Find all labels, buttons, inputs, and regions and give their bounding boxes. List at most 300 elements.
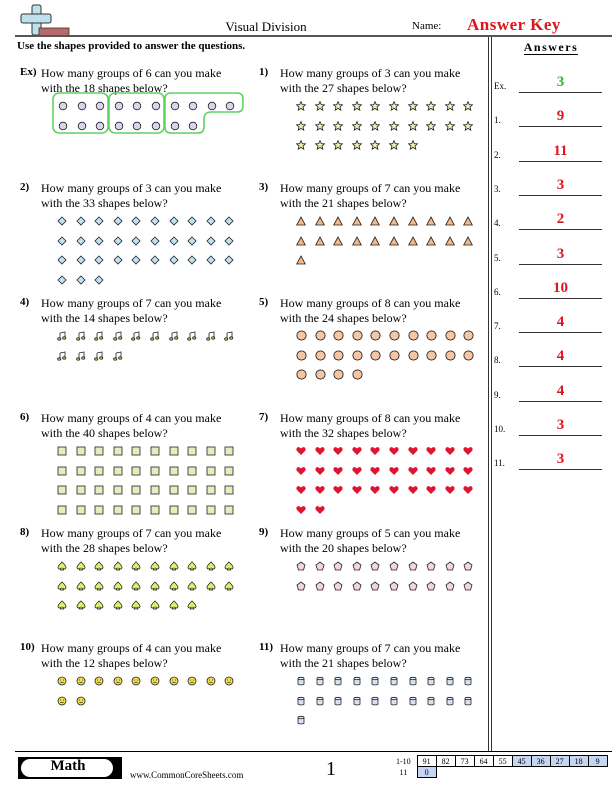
answer-value: 4	[556, 348, 565, 365]
spade-icon	[169, 558, 179, 568]
spade-icon	[76, 558, 86, 568]
spade-icon	[187, 558, 197, 568]
triangle-icon	[370, 213, 380, 223]
question-number: 3)	[259, 181, 269, 193]
heart-icon	[445, 443, 455, 453]
answer-label: 4.	[494, 218, 501, 229]
question-line-2: with the 24 shapes below?	[280, 311, 407, 325]
question-text	[41, 181, 241, 211]
diamond-icon	[169, 233, 179, 243]
square-icon	[169, 502, 179, 512]
square-icon	[113, 502, 123, 512]
triangle-icon	[389, 233, 399, 243]
score-cell: 0	[417, 767, 436, 778]
circle-peach-icon	[296, 367, 306, 377]
smiley-icon	[113, 673, 123, 683]
smiley-icon	[57, 673, 67, 683]
subject-label: Math	[50, 758, 86, 774]
square-icon	[187, 443, 197, 453]
cylinder-icon	[389, 673, 399, 683]
score-cell: 18	[569, 756, 588, 767]
triangle-icon	[445, 213, 455, 223]
heart-icon	[370, 482, 380, 492]
spade-icon	[57, 597, 67, 607]
triangle-icon	[426, 233, 436, 243]
square-icon	[76, 502, 86, 512]
pentagon-icon	[426, 578, 436, 588]
pentagon-icon	[315, 578, 325, 588]
answer-line	[519, 401, 602, 402]
star-icon	[315, 118, 325, 128]
score-cell: 82	[436, 756, 455, 767]
star-icon	[370, 137, 380, 147]
pentagon-icon	[370, 578, 380, 588]
triangle-icon	[296, 252, 306, 262]
question-line-2: with the 33 shapes below?	[41, 196, 168, 210]
smiley-icon	[94, 673, 104, 683]
score-cell: 36	[531, 756, 550, 767]
diamond-icon	[224, 252, 234, 262]
square-icon	[150, 463, 160, 473]
circle-peach-icon	[389, 348, 399, 358]
triangle-icon	[408, 213, 418, 223]
spade-icon	[206, 578, 216, 588]
square-icon	[206, 482, 216, 492]
cylinder-icon	[408, 693, 418, 703]
smiley-icon	[76, 673, 86, 683]
square-icon	[113, 482, 123, 492]
star-icon	[463, 98, 473, 108]
square-icon	[57, 502, 67, 512]
square-icon	[187, 502, 197, 512]
question-number: 9)	[259, 526, 269, 538]
question-number: 10)	[20, 641, 35, 653]
spade-icon	[224, 558, 234, 568]
question-line-2: with the 40 shapes below?	[41, 426, 168, 440]
score-cell: 55	[493, 756, 512, 767]
question-line-2: with the 20 shapes below?	[280, 541, 407, 555]
circle-peach-icon	[352, 348, 362, 358]
heart-icon	[426, 443, 436, 453]
star-icon	[445, 118, 455, 128]
question-line-2: with the 28 shapes below?	[41, 541, 168, 555]
smiley-icon	[206, 673, 216, 683]
question-line-2: with the 14 shapes below?	[41, 311, 168, 325]
question-line-1: How many groups of 8 can you make	[280, 411, 461, 425]
pentagon-icon	[426, 558, 436, 568]
heart-icon	[352, 443, 362, 453]
question-line-1: How many groups of 3 can you make	[41, 181, 222, 195]
heart-icon	[333, 443, 343, 453]
answer-line	[519, 298, 602, 299]
square-icon	[169, 482, 179, 492]
score-row-label: 11	[399, 767, 408, 777]
answer-value: 11	[553, 142, 568, 159]
diamond-icon	[94, 252, 104, 262]
question-number: 8)	[20, 526, 30, 538]
score-cell: 27	[550, 756, 569, 767]
question-text	[280, 526, 480, 556]
star-icon	[333, 137, 343, 147]
pentagon-icon	[408, 558, 418, 568]
question-line-2: with the 32 shapes below?	[280, 426, 407, 440]
answer-value: 3	[556, 74, 565, 90]
diamond-icon	[94, 272, 104, 282]
diamond-icon	[206, 252, 216, 262]
star-icon	[333, 98, 343, 108]
square-icon	[169, 463, 179, 473]
spade-icon	[187, 597, 197, 607]
answer-row-3	[494, 176, 610, 196]
circle-peach-icon	[463, 348, 473, 358]
question-number: 7)	[259, 411, 269, 423]
spade-icon	[76, 597, 86, 607]
spade-icon	[150, 597, 160, 607]
circle-peach-icon	[445, 348, 455, 358]
question-line-2: with the 21 shapes below?	[280, 196, 407, 210]
question-line-1: How many groups of 7 can you make	[280, 641, 461, 655]
music-note-icon	[76, 348, 86, 358]
score-cell: 73	[455, 756, 474, 767]
pentagon-icon	[352, 558, 362, 568]
question-text	[280, 66, 480, 96]
answer-row-4	[494, 210, 610, 230]
cylinder-icon	[370, 673, 380, 683]
circle-peach-icon	[426, 328, 436, 338]
diamond-icon	[131, 252, 141, 262]
pentagon-icon	[445, 578, 455, 588]
diamond-icon	[169, 213, 179, 223]
score-cell: 91	[417, 756, 436, 767]
square-icon	[76, 463, 86, 473]
square-icon	[206, 463, 216, 473]
cylinder-icon	[352, 693, 362, 703]
answer-row-11	[494, 450, 610, 470]
circle-peach-icon	[333, 348, 343, 358]
question-line-1: How many groups of 5 can you make	[280, 526, 461, 540]
smiley-icon	[150, 673, 160, 683]
square-icon	[94, 482, 104, 492]
smiley-icon	[187, 673, 197, 683]
answer-label: 9.	[494, 389, 501, 400]
diamond-icon	[206, 213, 216, 223]
diamond-icon	[94, 233, 104, 243]
pentagon-icon	[296, 578, 306, 588]
heart-icon	[463, 443, 473, 453]
star-icon	[296, 137, 306, 147]
heart-icon	[296, 502, 306, 512]
triangle-icon	[352, 233, 362, 243]
diamond-icon	[113, 213, 123, 223]
heart-icon	[333, 463, 343, 473]
cylinder-icon	[445, 673, 455, 683]
triangle-icon	[296, 213, 306, 223]
square-icon	[94, 443, 104, 453]
diamond-icon	[57, 233, 67, 243]
circle-peach-icon	[296, 348, 306, 358]
music-note-icon	[113, 348, 123, 358]
triangle-icon	[370, 233, 380, 243]
answer-label: 2.	[494, 149, 501, 160]
diamond-icon	[150, 213, 160, 223]
spade-icon	[169, 578, 179, 588]
heart-icon	[389, 463, 399, 473]
answer-line	[519, 229, 602, 230]
triangle-icon	[333, 213, 343, 223]
square-icon	[224, 502, 234, 512]
heart-icon	[370, 463, 380, 473]
cylinder-icon	[389, 693, 399, 703]
question-line-1: How many groups of 8 can you make	[280, 296, 461, 310]
smiley-icon	[57, 693, 67, 703]
star-icon	[296, 98, 306, 108]
question-line-1: How many groups of 6 can you make	[41, 66, 222, 80]
pentagon-icon	[333, 558, 343, 568]
site-url: www.CommonCoreSheets.com	[130, 770, 244, 780]
square-icon	[131, 463, 141, 473]
question-text	[280, 296, 480, 326]
spade-icon	[150, 558, 160, 568]
triangle-icon	[315, 233, 325, 243]
score-cell: 9	[588, 756, 607, 767]
question-line-1: How many groups of 3 can you make	[280, 66, 461, 80]
answer-line	[519, 366, 602, 367]
circle-peach-icon	[426, 348, 436, 358]
star-icon	[315, 137, 325, 147]
answer-line	[519, 332, 602, 333]
music-note-icon	[57, 348, 67, 358]
star-icon	[389, 98, 399, 108]
answers-title: Answers	[523, 40, 579, 54]
answer-row-1	[494, 107, 610, 127]
cylinder-icon	[315, 693, 325, 703]
square-icon	[57, 443, 67, 453]
square-icon	[76, 443, 86, 453]
answer-row-6	[494, 279, 610, 299]
answer-value: 3	[556, 417, 565, 433]
answer-row-8	[494, 347, 610, 367]
pentagon-icon	[463, 578, 473, 588]
question-text	[41, 296, 241, 326]
diamond-icon	[113, 252, 123, 262]
star-icon	[352, 118, 362, 128]
square-icon	[187, 482, 197, 492]
diamond-icon	[76, 213, 86, 223]
star-icon	[408, 118, 418, 128]
star-icon	[370, 98, 380, 108]
star-icon	[352, 98, 362, 108]
heart-icon	[296, 463, 306, 473]
answer-value: 9	[556, 108, 565, 125]
cylinder-icon	[370, 693, 380, 703]
star-icon	[370, 118, 380, 128]
answer-label: 1.	[494, 115, 501, 126]
answer-row-9	[494, 382, 610, 402]
header-rule	[15, 35, 612, 37]
diamond-icon	[224, 213, 234, 223]
spade-icon	[57, 558, 67, 568]
question-text	[41, 411, 241, 441]
answer-label: Ex.	[494, 81, 507, 91]
spade-icon	[131, 578, 141, 588]
music-note-icon	[57, 328, 67, 338]
cylinder-icon	[315, 673, 325, 683]
heart-icon	[389, 482, 399, 492]
diamond-icon	[131, 233, 141, 243]
square-icon	[131, 443, 141, 453]
heart-icon	[352, 482, 362, 492]
music-note-icon	[76, 328, 86, 338]
triangle-icon	[352, 213, 362, 223]
diamond-icon	[187, 252, 197, 262]
heart-icon	[408, 443, 418, 453]
heart-icon	[315, 443, 325, 453]
question-text	[280, 411, 480, 441]
circle-peach-icon	[370, 328, 380, 338]
music-note-icon	[113, 328, 123, 338]
score-cell: 64	[474, 756, 493, 767]
answer-value: 3	[556, 451, 565, 468]
cylinder-icon	[352, 673, 362, 683]
question-number: 1)	[259, 66, 269, 78]
diamond-icon	[187, 213, 197, 223]
square-icon	[224, 443, 234, 453]
square-icon	[150, 502, 160, 512]
spade-icon	[113, 558, 123, 568]
circle-peach-icon	[463, 328, 473, 338]
diamond-icon	[76, 252, 86, 262]
circle-peach-icon	[389, 328, 399, 338]
cylinder-icon	[333, 673, 343, 683]
square-icon	[131, 482, 141, 492]
answer-label: 7.	[494, 321, 501, 332]
pentagon-icon	[315, 558, 325, 568]
answer-label: 10.	[494, 424, 506, 434]
heart-icon	[315, 502, 325, 512]
question-number: 11)	[259, 641, 274, 653]
question-line-1: How many groups of 7 can you make	[280, 181, 461, 195]
pentagon-icon	[370, 558, 380, 568]
score-row-label: 1-10	[396, 756, 411, 766]
diamond-icon	[94, 213, 104, 223]
answer-value: 3	[556, 245, 565, 262]
cylinder-icon	[408, 673, 418, 683]
question-text	[41, 641, 241, 671]
pentagon-icon	[445, 558, 455, 568]
spade-icon	[131, 558, 141, 568]
square-icon	[94, 463, 104, 473]
heart-icon	[296, 443, 306, 453]
cylinder-icon	[463, 673, 473, 683]
circle-peach-icon	[333, 328, 343, 338]
triangle-icon	[315, 213, 325, 223]
answer-line	[519, 126, 602, 127]
spade-icon	[57, 578, 67, 588]
star-icon	[296, 118, 306, 128]
square-icon	[94, 502, 104, 512]
pentagon-icon	[389, 578, 399, 588]
heart-icon	[408, 463, 418, 473]
triangle-icon	[445, 233, 455, 243]
square-icon	[113, 463, 123, 473]
answer-value: 3	[556, 176, 565, 193]
question-number: 6)	[20, 411, 30, 423]
diamond-icon	[169, 252, 179, 262]
diamond-icon	[76, 233, 86, 243]
music-note-icon	[224, 328, 234, 338]
music-note-icon	[94, 328, 104, 338]
square-icon	[206, 443, 216, 453]
question-number: 4)	[20, 296, 30, 308]
pentagon-icon	[333, 578, 343, 588]
circle-peach-icon	[352, 367, 362, 377]
question-line-1: How many groups of 4 can you make	[41, 641, 222, 655]
question-line-2: with the 12 shapes below?	[41, 656, 168, 670]
smiley-icon	[224, 673, 234, 683]
heart-icon	[370, 443, 380, 453]
answer-line	[519, 469, 602, 470]
cylinder-icon	[296, 693, 306, 703]
cylinder-icon	[445, 693, 455, 703]
cylinder-icon	[426, 693, 436, 703]
triangle-icon	[389, 213, 399, 223]
diamond-icon	[150, 252, 160, 262]
music-note-icon	[169, 328, 179, 338]
question-text	[280, 181, 480, 211]
square-icon	[150, 443, 160, 453]
score-row	[394, 767, 607, 778]
worksheet-title: Visual Division	[225, 19, 307, 34]
heart-icon	[315, 463, 325, 473]
square-icon	[57, 482, 67, 492]
diamond-icon	[57, 213, 67, 223]
music-note-icon	[131, 328, 141, 338]
star-icon	[445, 98, 455, 108]
diamond-icon	[206, 233, 216, 243]
music-note-icon	[187, 328, 197, 338]
pentagon-icon	[296, 558, 306, 568]
cylinder-icon	[333, 693, 343, 703]
circle-peach-icon	[445, 328, 455, 338]
square-icon	[57, 463, 67, 473]
score-row	[394, 756, 607, 767]
pentagon-icon	[408, 578, 418, 588]
square-icon	[224, 463, 234, 473]
answer-value: 10	[553, 279, 568, 296]
triangle-icon	[463, 213, 473, 223]
circle-peach-icon	[352, 328, 362, 338]
answer-label: 8.	[494, 355, 501, 366]
spade-icon	[131, 597, 141, 607]
answer-line	[519, 161, 602, 162]
question-text	[280, 641, 480, 671]
diamond-icon	[76, 272, 86, 282]
answer-value: 2	[556, 211, 565, 228]
star-icon	[352, 137, 362, 147]
question-line-2: with the 27 shapes below?	[280, 81, 407, 95]
answer-label: 11.	[494, 458, 505, 469]
answer-value: 4	[556, 382, 565, 399]
circle-peach-icon	[315, 367, 325, 377]
diamond-icon	[224, 233, 234, 243]
star-icon	[426, 118, 436, 128]
star-icon	[333, 118, 343, 128]
cylinder-icon	[296, 673, 306, 683]
spade-icon	[94, 578, 104, 588]
answer-row-7	[494, 313, 610, 333]
star-icon	[389, 137, 399, 147]
heart-icon	[333, 482, 343, 492]
